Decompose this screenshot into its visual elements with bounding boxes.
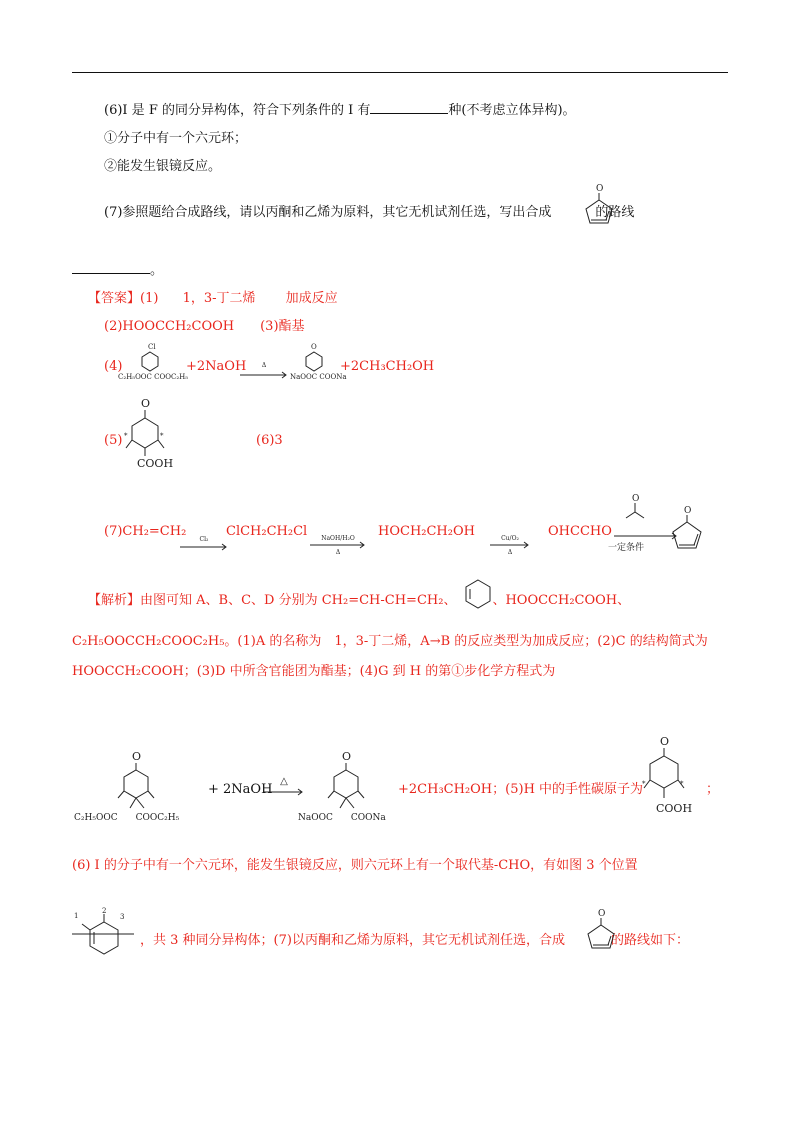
analysis-line-1	[88, 592, 630, 610]
carbonyl-o-label: O	[596, 184, 604, 194]
answer-line-1	[88, 290, 338, 308]
analysis-plus-naoh: + 2NaOH	[208, 782, 273, 797]
answer-5-label: (5)	[104, 433, 123, 448]
answer-5-structure	[118, 396, 174, 472]
answer-6: (6)3	[256, 433, 283, 448]
q6-line	[104, 101, 576, 120]
svg-text:O: O	[311, 343, 317, 351]
answer-4-label: (4)	[104, 359, 123, 374]
route-arrow-4	[608, 492, 664, 562]
analysis-target-structure	[582, 908, 626, 950]
analysis-chiral-structure	[638, 734, 706, 820]
route-product-1: ClCH₂CH₂Cl	[226, 524, 308, 539]
svg-text:*: *	[124, 432, 128, 440]
answer-4-delta: Δ	[261, 362, 267, 369]
svg-text:O: O	[660, 735, 670, 748]
answer-5-cooh: COOH	[137, 457, 174, 470]
disodium-salt-structure-small	[290, 342, 347, 382]
svg-text:O: O	[598, 909, 606, 919]
q6-answer-blank[interactable]	[370, 101, 448, 114]
route-reagent-2a: NaOH/H₂O	[321, 535, 355, 542]
svg-text:*: *	[642, 780, 646, 788]
svg-text:O: O	[684, 506, 692, 516]
svg-text:O: O	[132, 750, 142, 763]
q6-condition-1: ①分子中有一个六元环；	[104, 131, 248, 146]
analysis-diester-structure	[74, 748, 204, 824]
position-2: 2	[102, 907, 107, 915]
analysis-positions-structure	[72, 904, 138, 966]
route-reagent-3a: Cu/O₂	[501, 535, 519, 542]
answer-1-name: 1，3-丁二烯	[182, 291, 256, 306]
answer-4-arrow	[240, 362, 288, 378]
q7-text-a: (7)参照题给合成路线，请以丙酮和乙烯为原料，其它无机试剂任选，写出合成	[104, 205, 552, 220]
answer-line-2: (2)HOOCCH₂COOH (3)酯基	[104, 319, 305, 334]
analysis-chiral-cooh: COOH	[656, 802, 693, 815]
answer-1-type: 加成反应	[285, 291, 338, 306]
route-reagent-1: Cl₂	[199, 536, 209, 543]
answer-tag: 【答案】(1)	[88, 291, 159, 306]
analysis-semicolon: ；	[706, 782, 720, 797]
svg-text:O: O	[342, 750, 352, 763]
svg-text:Cl: Cl	[148, 343, 156, 351]
route-start: (7)CH₂=CH₂	[104, 524, 187, 539]
svg-text:O: O	[632, 494, 640, 504]
svg-text:*: *	[160, 432, 164, 440]
salt-label: NaOOC COONa	[290, 373, 347, 381]
q6-text-a: (6)I 是 F 的同分异构体，符合下列条件的 I 有	[104, 103, 371, 118]
route-reagent-2b: Δ	[335, 549, 341, 556]
q7-line	[104, 204, 634, 222]
svg-text:O: O	[141, 397, 151, 410]
analysis-line-3: HOOCCH₂COOH；(3)D 中所含官能团为酯基；(4)G 到 H 的第①步化学方程式为	[72, 664, 556, 679]
position-3: 3	[120, 913, 125, 921]
analysis-diester-label: C₂H₅OOC COOC₂H₅	[74, 813, 180, 823]
diester-label: C₂H₅OOC COOC₂H₅	[118, 373, 189, 381]
diester-structure-small	[118, 342, 189, 382]
q6-text-b: 种(不考虑立体异构)。	[448, 103, 576, 118]
route-reagent-4: 一定条件	[608, 543, 645, 553]
analysis-salt-label: NaOOC COONa	[298, 813, 386, 823]
analysis-line-1b: 、HOOCCH₂COOH、	[492, 593, 631, 608]
analysis-eq-tail: +2CH₃CH₂OH；(5)H 中的手性碳原子为	[398, 782, 644, 797]
q7-text-b: 的路线	[595, 205, 635, 220]
top-rule	[72, 72, 728, 73]
analysis-line-6: (6) Ⅰ 的分子中有一个六元环，能发生银镜反应，则六元环上有一个取代基-CHO，有如图 3 个位置	[72, 858, 638, 873]
analysis-line-7b: 的路线如下：	[610, 933, 689, 948]
position-1: 1	[74, 912, 79, 920]
analysis-line-7a: ，共 3 种同分异构体；(7)以丙酮和乙烯为原料，其它无机试剂任选，合成	[140, 933, 565, 948]
q6-condition-2: ②能发生银镜反应。	[104, 159, 222, 174]
analysis-delta: △	[280, 776, 288, 787]
svg-text:*: *	[680, 780, 684, 788]
route-product-3: OHCCHO	[548, 524, 612, 539]
analysis-line-2: C₂H₅OOCCH₂COOC₂H₅。(1)A 的名称为 1，3-丁二烯，A→B 的反应类型为加成反应；(2)C 的结构简式为	[72, 634, 708, 649]
route-reagent-3b: Δ	[507, 549, 513, 556]
route-arrow-1	[180, 530, 228, 548]
answer-4-product: +2CH₃CH₂OH	[340, 359, 435, 374]
analysis-line-1a: 【解析】由图可知 A、B、C、D 分别为 CH₂=CH-CH=CH₂、	[88, 593, 457, 608]
route-arrow-2	[310, 530, 366, 556]
analysis-salt-structure	[298, 748, 402, 824]
cyclopentadienone-structure	[579, 183, 623, 225]
route-final-product	[670, 504, 714, 554]
q7-answer-blank[interactable]	[72, 263, 150, 274]
answer-4-plus-naoh: +2NaOH	[186, 359, 247, 374]
q7-answer-line	[72, 262, 163, 280]
q7-end: 。	[150, 263, 164, 278]
route-arrow-3	[490, 530, 530, 556]
cyclohexene-structure	[462, 578, 494, 612]
route-product-2: HOCH₂CH₂OH	[378, 524, 475, 539]
